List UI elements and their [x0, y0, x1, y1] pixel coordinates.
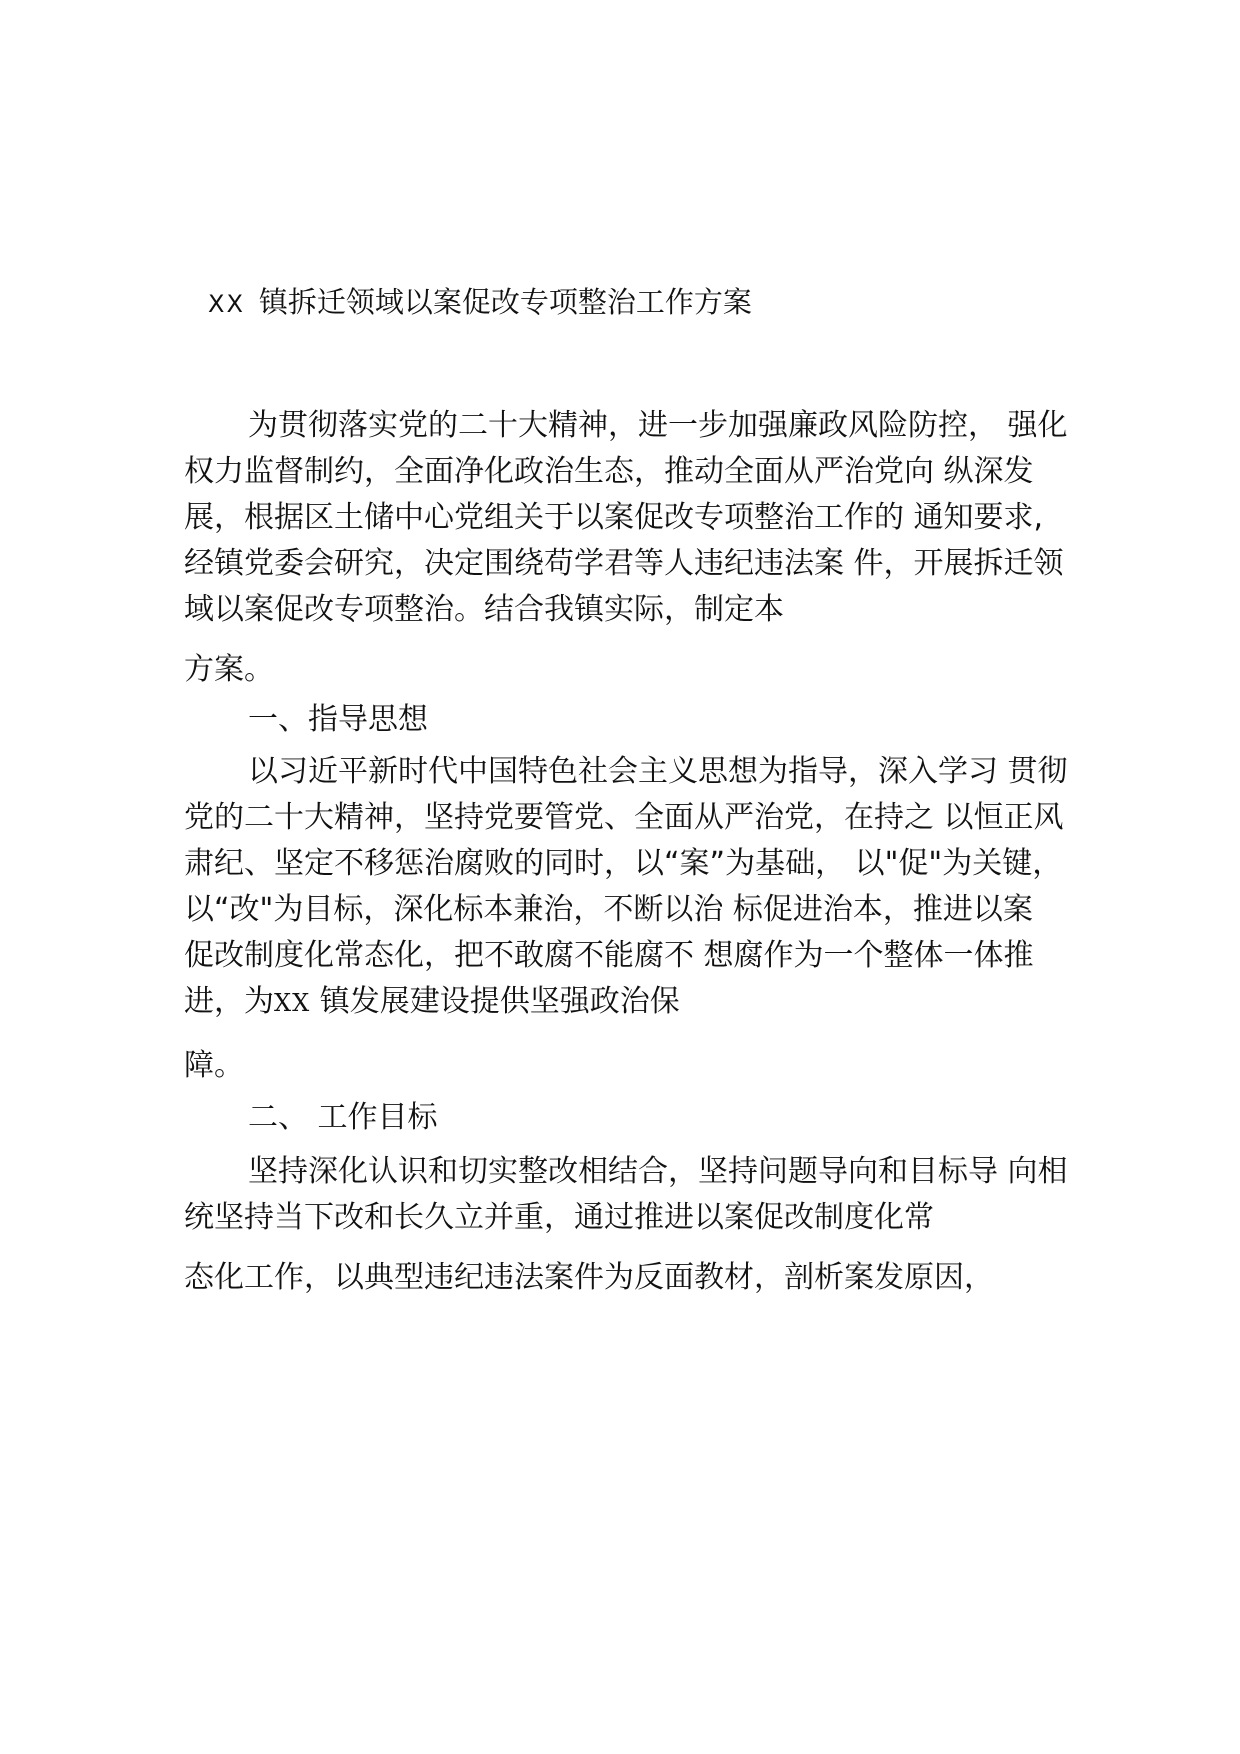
document-title	[208, 282, 752, 324]
section-heading-2: 二、 工作目标	[248, 1100, 438, 1135]
body-line-10: 以“改"为目标，深化标本兼治，不断以治 标促进治本，推进以案	[184, 892, 1033, 927]
title-text: 镇拆迁领域以案促改专项整治工作方案	[258, 285, 752, 319]
body-line-9: 肃纪、坚定不移惩治腐败的同时，以“案”为基础， 以"促"为关键，	[184, 846, 1063, 881]
body-line-16: 态化工作，以典型违纪违法案件为反面教材，剖析案发原因，	[184, 1260, 994, 1295]
body-line-11: 促改制度化常态化，把不敢腐不能腐不 想腐作为一个整体一体推	[184, 938, 1034, 973]
body-line-8: 党的二十大精神，坚持党要管党、全面从严治党，在持之 以恒正风	[184, 800, 1064, 835]
inline-code: XX	[274, 989, 311, 1017]
section-heading-1: 一、指导思想	[248, 702, 428, 737]
body-line-12-end: 镇发展建设提供坚强政治保	[319, 984, 680, 1019]
body-line-12-start: 进，为	[184, 984, 274, 1019]
body-line-4: 经镇党委会研究，决定围绕苟学君等人违纪违法案 件，开展拆迁领	[184, 546, 1064, 581]
body-line-1: 为贯彻落实党的二十大精神，进一步加强廉政风险防控， 强化	[248, 408, 1068, 443]
body-line-5: 域以案促改专项整治。结合我镇实际，制定本	[184, 592, 784, 627]
body-line-7: 以习近平新时代中国特色社会主义思想为指导，深入学习 贯彻	[248, 754, 1068, 789]
title-code: XX	[208, 290, 245, 318]
body-line-3: 展，根据区土储中心党组关于以案促改专项整治工作的 通知要求,	[184, 500, 1044, 535]
body-line-2: 权力监督制约，全面净化政治生态，推动全面从严治党向 纵深发	[184, 454, 1034, 489]
body-line-15: 统坚持当下改和长久立并重，通过推进以案促改制度化常	[184, 1200, 934, 1235]
body-line-12	[184, 982, 680, 1023]
body-line-14: 坚持深化认识和切实整改相结合，坚持问题导向和目标导 向相	[248, 1154, 1068, 1189]
body-line-13: 障。	[184, 1048, 244, 1083]
body-line-6: 方案。	[184, 652, 274, 687]
